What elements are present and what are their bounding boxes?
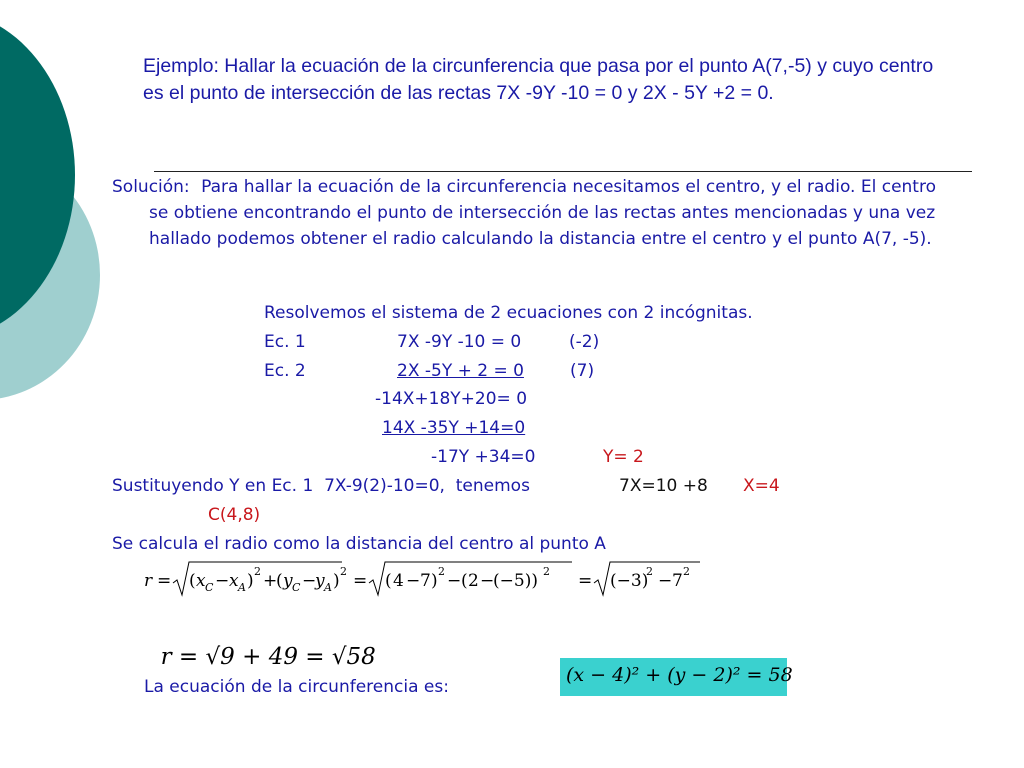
f1-xa: x	[229, 571, 239, 591]
f2-sq: 2	[438, 565, 445, 578]
f1-sub-a2: A	[324, 581, 332, 594]
f1-sub-c2: C	[292, 581, 301, 594]
f3-sq2: 2	[683, 565, 690, 578]
eq1-multiplier: (-2)	[569, 332, 600, 352]
f2-minus: −	[406, 571, 421, 591]
f2-2: 2	[468, 571, 479, 591]
system-intro: Resolvemos el sistema de 2 ecuaciones con 2 incógnitas.	[264, 303, 753, 323]
substitution-calc: 7X=10 +8	[619, 476, 708, 496]
f1-yc: y	[283, 571, 293, 591]
eq1-label: Ec. 1	[264, 332, 306, 352]
f2-7: 7	[420, 571, 431, 591]
formula-eq3: =	[578, 571, 593, 591]
f2-close: )	[431, 571, 438, 591]
final-equation-box	[560, 658, 793, 696]
solution-label: Solución:	[112, 177, 190, 197]
eq2-multiplier: (7)	[570, 361, 595, 381]
step2-expression: 14X -35Y +14=0	[382, 418, 526, 438]
final-label: La ecuación de la circunferencia es:	[144, 677, 449, 697]
f1-close2: )	[333, 571, 340, 591]
f1-sub-c: C	[205, 581, 214, 594]
eq2-label: Ec. 2	[264, 361, 306, 381]
f2-open: (	[385, 571, 392, 591]
f2-neg5: (−5))	[493, 571, 538, 591]
eq2-expression: 2X -5Y + 2 = 0	[397, 361, 524, 381]
f2-minus2: −	[447, 571, 462, 591]
radius-intro: Se calcula el radio como la distancia del centro al punto A	[112, 534, 606, 554]
f2-open2: (	[461, 571, 468, 591]
f1-close: )	[247, 571, 254, 591]
title-divider	[154, 171, 972, 172]
eq1-expression: 7X -9Y -10 = 0	[397, 332, 522, 352]
f3-minus: −	[658, 571, 673, 591]
step3-expression: -17Y +34=0	[431, 447, 536, 467]
f2-4: 4	[393, 571, 404, 591]
f1-plus: +	[263, 571, 278, 591]
formula-eq1: =	[157, 571, 172, 591]
f1-xc: x	[196, 571, 206, 591]
solution-text: Para hallar la ecuación de la circunferencia necesitamos el centro, y el radio. El centro se obtiene encontrando el punto de intersección de las rectas antes mencionadas y una vez hallado podemos obtener el radio calculando la distancia entre el centro y el punto A(7, -5).	[149, 177, 936, 249]
solution-paragraph	[112, 174, 952, 252]
f2-minus3: −	[480, 571, 495, 591]
f1-open2: (	[276, 571, 283, 591]
radius-result-text: r = √9 + 49 = √58	[160, 644, 376, 670]
f1-minus: −	[215, 571, 230, 591]
f1-sq2: 2	[340, 565, 347, 578]
substitution-text: Sustituyendo Y en Ec. 1 7X-9(2)-10=0, tenemos	[112, 476, 530, 496]
f3-sq: 2	[646, 565, 653, 578]
final-equation: (x − 4)² + (y − 2)² = 58	[566, 664, 793, 686]
radius-formula	[140, 556, 700, 600]
f1-sq: 2	[254, 565, 261, 578]
formula-r: r	[144, 571, 153, 591]
f1-sub-a: A	[238, 581, 246, 594]
radius-result	[146, 618, 376, 670]
f1-ya: y	[315, 571, 325, 591]
x-result: X=4	[743, 476, 780, 496]
f1-open: (	[189, 571, 196, 591]
center-point: C(4,8)	[208, 505, 261, 525]
f3-neg3: (−3)	[610, 571, 649, 591]
step1-expression: -14X+18Y+20= 0	[375, 389, 528, 409]
slide-title: Ejemplo: Hallar la ecuación de la circunferencia que pasa por el punto A(7,-5) y cuyo centro es el punto de intersección de las rectas 7X -9Y -10 = 0 y 2X - 5Y +2 = 0.	[143, 55, 934, 104]
formula-eq2: =	[353, 571, 368, 591]
f2-sq2: 2	[543, 565, 550, 578]
f3-7: 7	[672, 571, 683, 591]
y-result: Y= 2	[603, 447, 644, 467]
f1-minus2: −	[302, 571, 317, 591]
